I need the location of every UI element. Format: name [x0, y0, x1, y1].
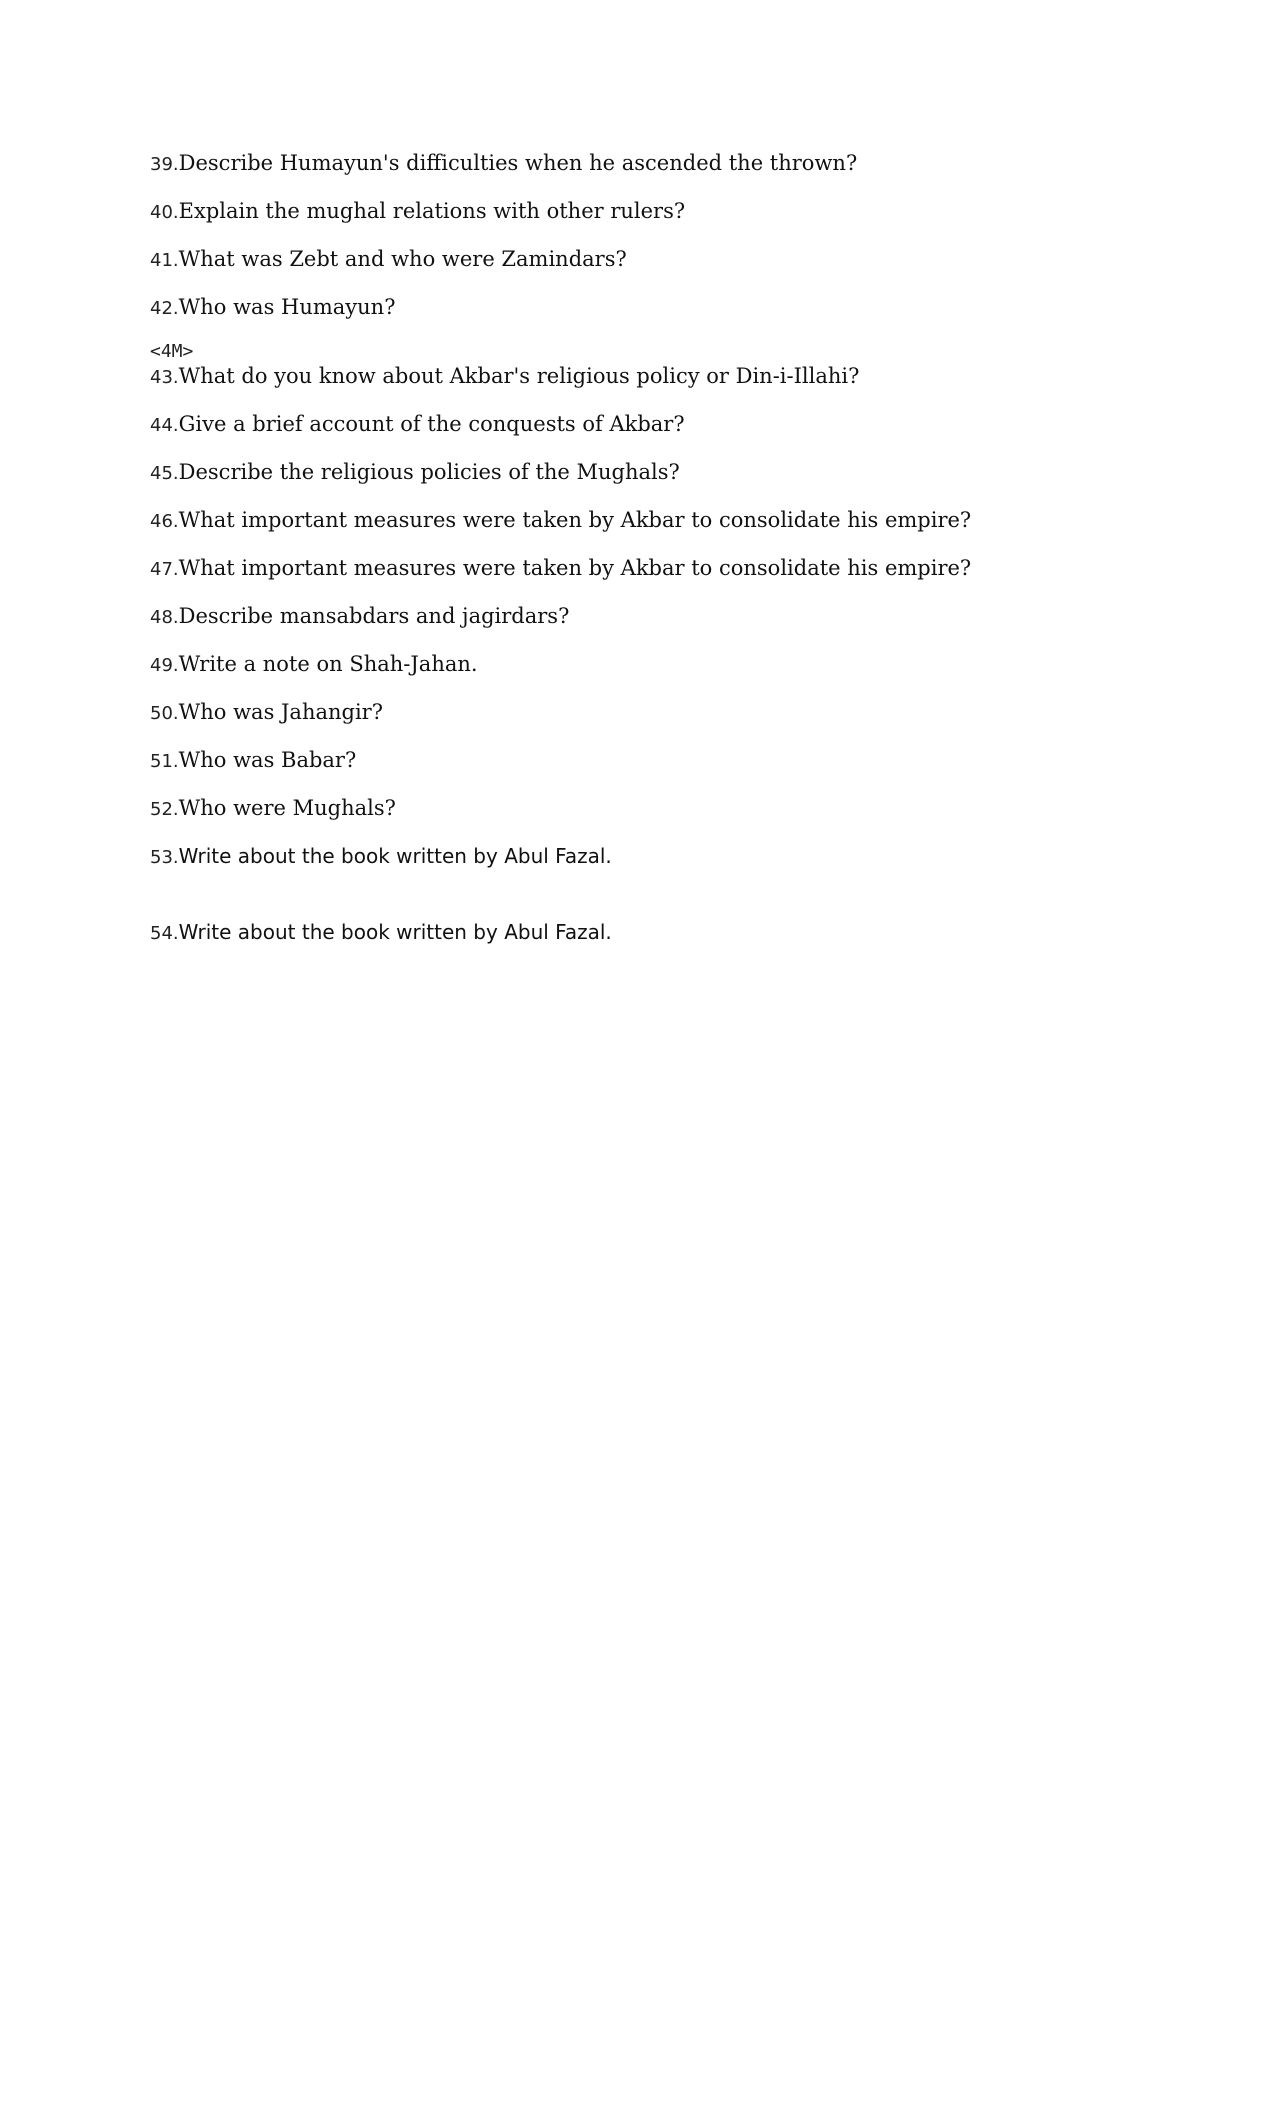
- question-47: [150, 558, 971, 579]
- question-number: 42.: [150, 298, 179, 319]
- question-text: Write about the book written by Abul Fazal.: [178, 844, 612, 868]
- question-49: [150, 654, 478, 675]
- question-51: [150, 750, 356, 771]
- question-number: 40.: [150, 202, 179, 223]
- question-46: [150, 510, 971, 531]
- question-text: Explain the mughal relations with other rulers?: [178, 199, 686, 223]
- question-number: 45.: [150, 463, 179, 484]
- question-53: [150, 846, 612, 867]
- question-text: What do you know about Akbar's religious policy or Din-i-Illahi?: [178, 364, 860, 388]
- question-45: [150, 462, 680, 483]
- question-text: Who were Mughals?: [178, 796, 396, 820]
- question-50: [150, 702, 383, 723]
- question-number: 47.: [150, 559, 179, 580]
- question-text: Write a note on Shah-Jahan.: [178, 652, 478, 676]
- question-number: 43.: [150, 367, 179, 388]
- question-number: 52.: [150, 799, 179, 820]
- question-text: Give a brief account of the conquests of Akbar?: [178, 412, 685, 436]
- question-number: 41.: [150, 250, 179, 271]
- question-40: [150, 201, 685, 222]
- question-number: 46.: [150, 511, 179, 532]
- question-number: 50.: [150, 703, 179, 724]
- question-text: What was Zebt and who were Zamindars?: [178, 247, 627, 271]
- question-number: 44.: [150, 415, 179, 436]
- question-42: [150, 297, 395, 318]
- question-text: Write about the book written by Abul Fazal.: [178, 920, 612, 944]
- question-39: [150, 153, 857, 174]
- question-number: 39.: [150, 154, 179, 175]
- question-text: What important measures were taken by Akbar to consolidate his empire?: [178, 556, 972, 580]
- question-52: [150, 798, 396, 819]
- question-number: 54.: [150, 923, 179, 944]
- question-number: 51.: [150, 751, 179, 772]
- question-text: Describe Humayun's difficulties when he ascended the thrown?: [178, 151, 858, 175]
- question-text: Who was Humayun?: [178, 295, 396, 319]
- marks-section-label: <4M>: [150, 341, 194, 362]
- question-text: What important measures were taken by Akbar to consolidate his empire?: [178, 508, 972, 532]
- question-41: [150, 249, 627, 270]
- question-44: [150, 414, 685, 435]
- question-text: Describe the religious policies of the Mughals?: [178, 460, 680, 484]
- question-number: 53.: [150, 847, 179, 868]
- question-text: Describe mansabdars and jagirdars?: [178, 604, 570, 628]
- question-54: [150, 922, 612, 943]
- question-text: Who was Jahangir?: [178, 700, 383, 724]
- question-48: [150, 606, 569, 627]
- question-number: 49.: [150, 655, 179, 676]
- question-number: 48.: [150, 607, 179, 628]
- question-text: Who was Babar?: [178, 748, 357, 772]
- question-43: [150, 366, 859, 387]
